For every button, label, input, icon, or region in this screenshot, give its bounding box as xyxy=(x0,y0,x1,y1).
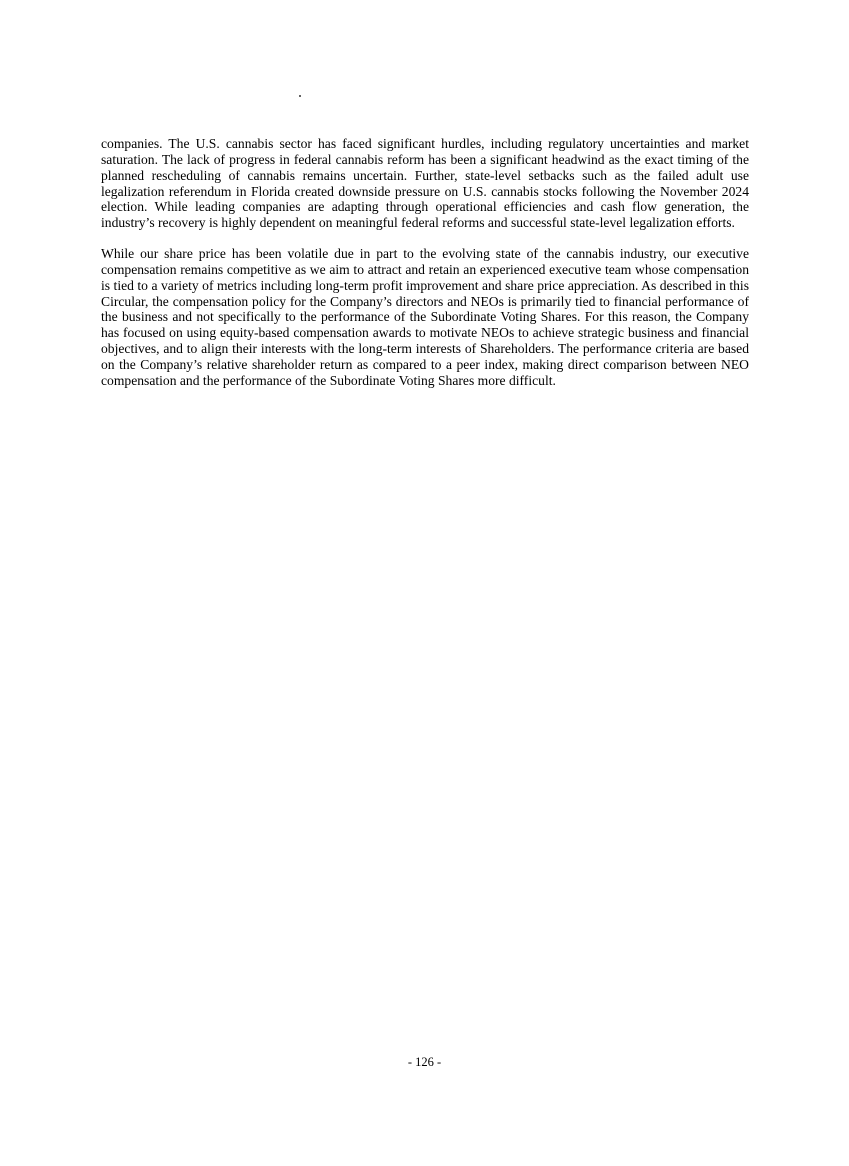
page-number: - 126 - xyxy=(407,1055,442,1069)
paragraph-cannabis-sector: companies. The U.S. cannabis sector has faced significant hurdles, including regulatory uncertainties and market saturation. The lack of progress in federal cannabis reform has been a significant headwind as the exact timing of the planned rescheduling of cannabis remains uncertain. Further, state-level setbacks such as the failed adult use legalization referendum in Florida created downside pressure on U.S. cannabis stocks following the November 2024 election. While leading companies are adapting through operational efficiencies and cash flow generation, the industry’s recovery is highly dependent on meaningful federal reforms and successful state-level legalization efforts. xyxy=(101,136,749,231)
stray-mark xyxy=(299,95,301,97)
paragraph-share-price: While our share price has been volatile due in part to the evolving state of the cannabis industry, our executive compensation remains competitive as we aim to attract and retain an experienced executive team whose compensation is tied to a variety of metrics including long-term profit improvement and share price appreciation. As described in this Circular, the compensation policy for the Company’s directors and NEOs is primarily tied to financial performance of the business and not specifically to the performance of the Subordinate Voting Shares. For this reason, the Company has focused on using equity-based compensation awards to motivate NEOs to achieve strategic business and financial objectives, and to align their interests with the long-term interests of Shareholders. The performance criteria are based on the Company’s relative shareholder return as compared to a peer index, making direct comparison between NEO compensation and the performance of the Subordinate Voting Shares more difficult. xyxy=(101,246,749,388)
body-text xyxy=(101,136,749,389)
